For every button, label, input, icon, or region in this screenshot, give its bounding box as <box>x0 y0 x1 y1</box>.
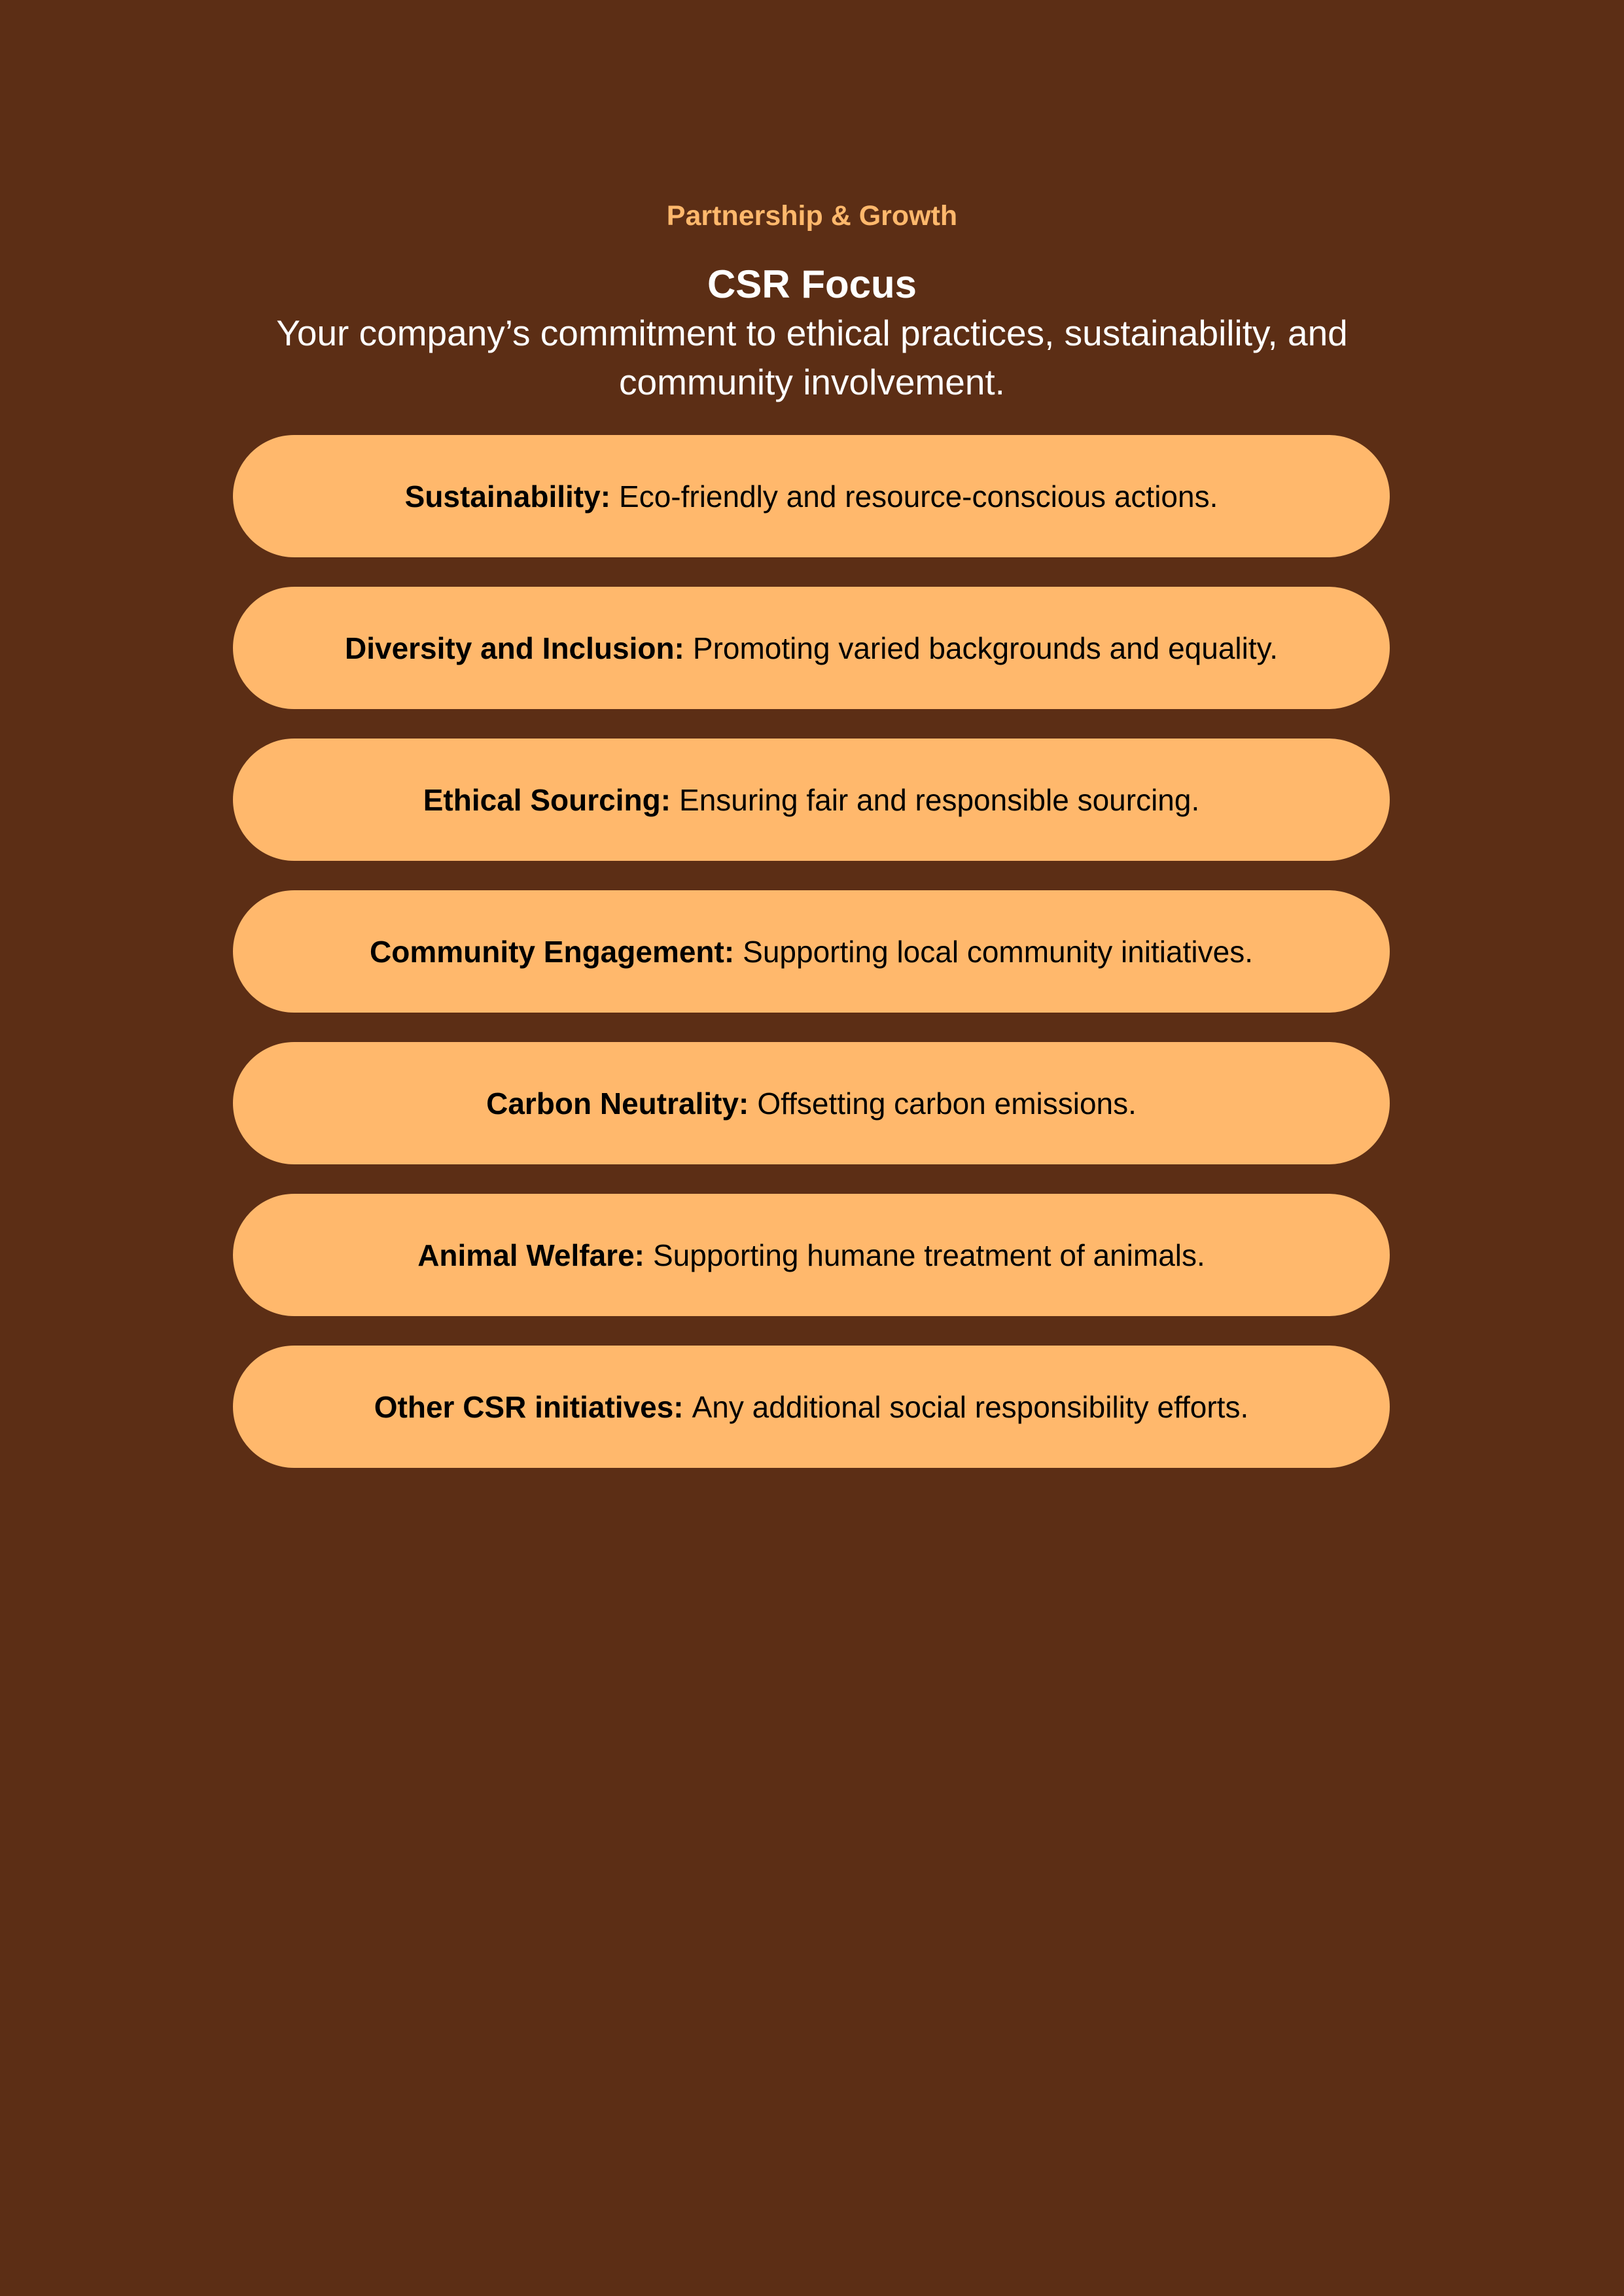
csr-item-label: Sustainability: <box>404 479 611 513</box>
csr-item-label: Diversity and Inclusion: <box>344 631 684 665</box>
csr-item-community-engagement <box>233 890 1390 1013</box>
csr-item-label: Carbon Neutrality: <box>486 1086 749 1121</box>
csr-item-sustainability <box>233 435 1390 557</box>
csr-item-carbon-neutrality <box>233 1042 1390 1164</box>
csr-item-description: Ensuring fair and responsible sourcing. <box>679 782 1200 817</box>
csr-item-description: Eco-friendly and resource-conscious actions. <box>619 479 1218 513</box>
section-eyebrow: Partnership & Growth <box>666 200 958 232</box>
csr-item-animal-welfare <box>233 1194 1390 1316</box>
csr-item-label: Ethical Sourcing: <box>423 782 671 817</box>
csr-item-label: Other CSR initiatives: <box>374 1389 684 1424</box>
csr-item-description: Supporting local community initiatives. <box>743 934 1253 969</box>
csr-item-list <box>233 435 1390 1497</box>
csr-item-label: Community Engagement: <box>370 934 735 969</box>
csr-item-ethical-sourcing <box>233 739 1390 861</box>
csr-item-description: Promoting varied backgrounds and equality. <box>692 631 1279 665</box>
page-title: CSR Focus <box>707 262 917 306</box>
csr-item-diversity-inclusion <box>233 587 1390 709</box>
csr-item-description: Any additional social responsibility efforts. <box>692 1389 1249 1424</box>
csr-item-description: Offsetting carbon emissions. <box>757 1086 1137 1121</box>
page-subtitle: Your company’s commitment to ethical practices, sustainability, and community involvement. <box>276 313 1348 402</box>
csr-item-description: Supporting humane treatment of animals. <box>652 1238 1205 1272</box>
csr-item-other-initiatives <box>233 1346 1390 1468</box>
csr-item-label: Animal Welfare: <box>417 1238 644 1272</box>
